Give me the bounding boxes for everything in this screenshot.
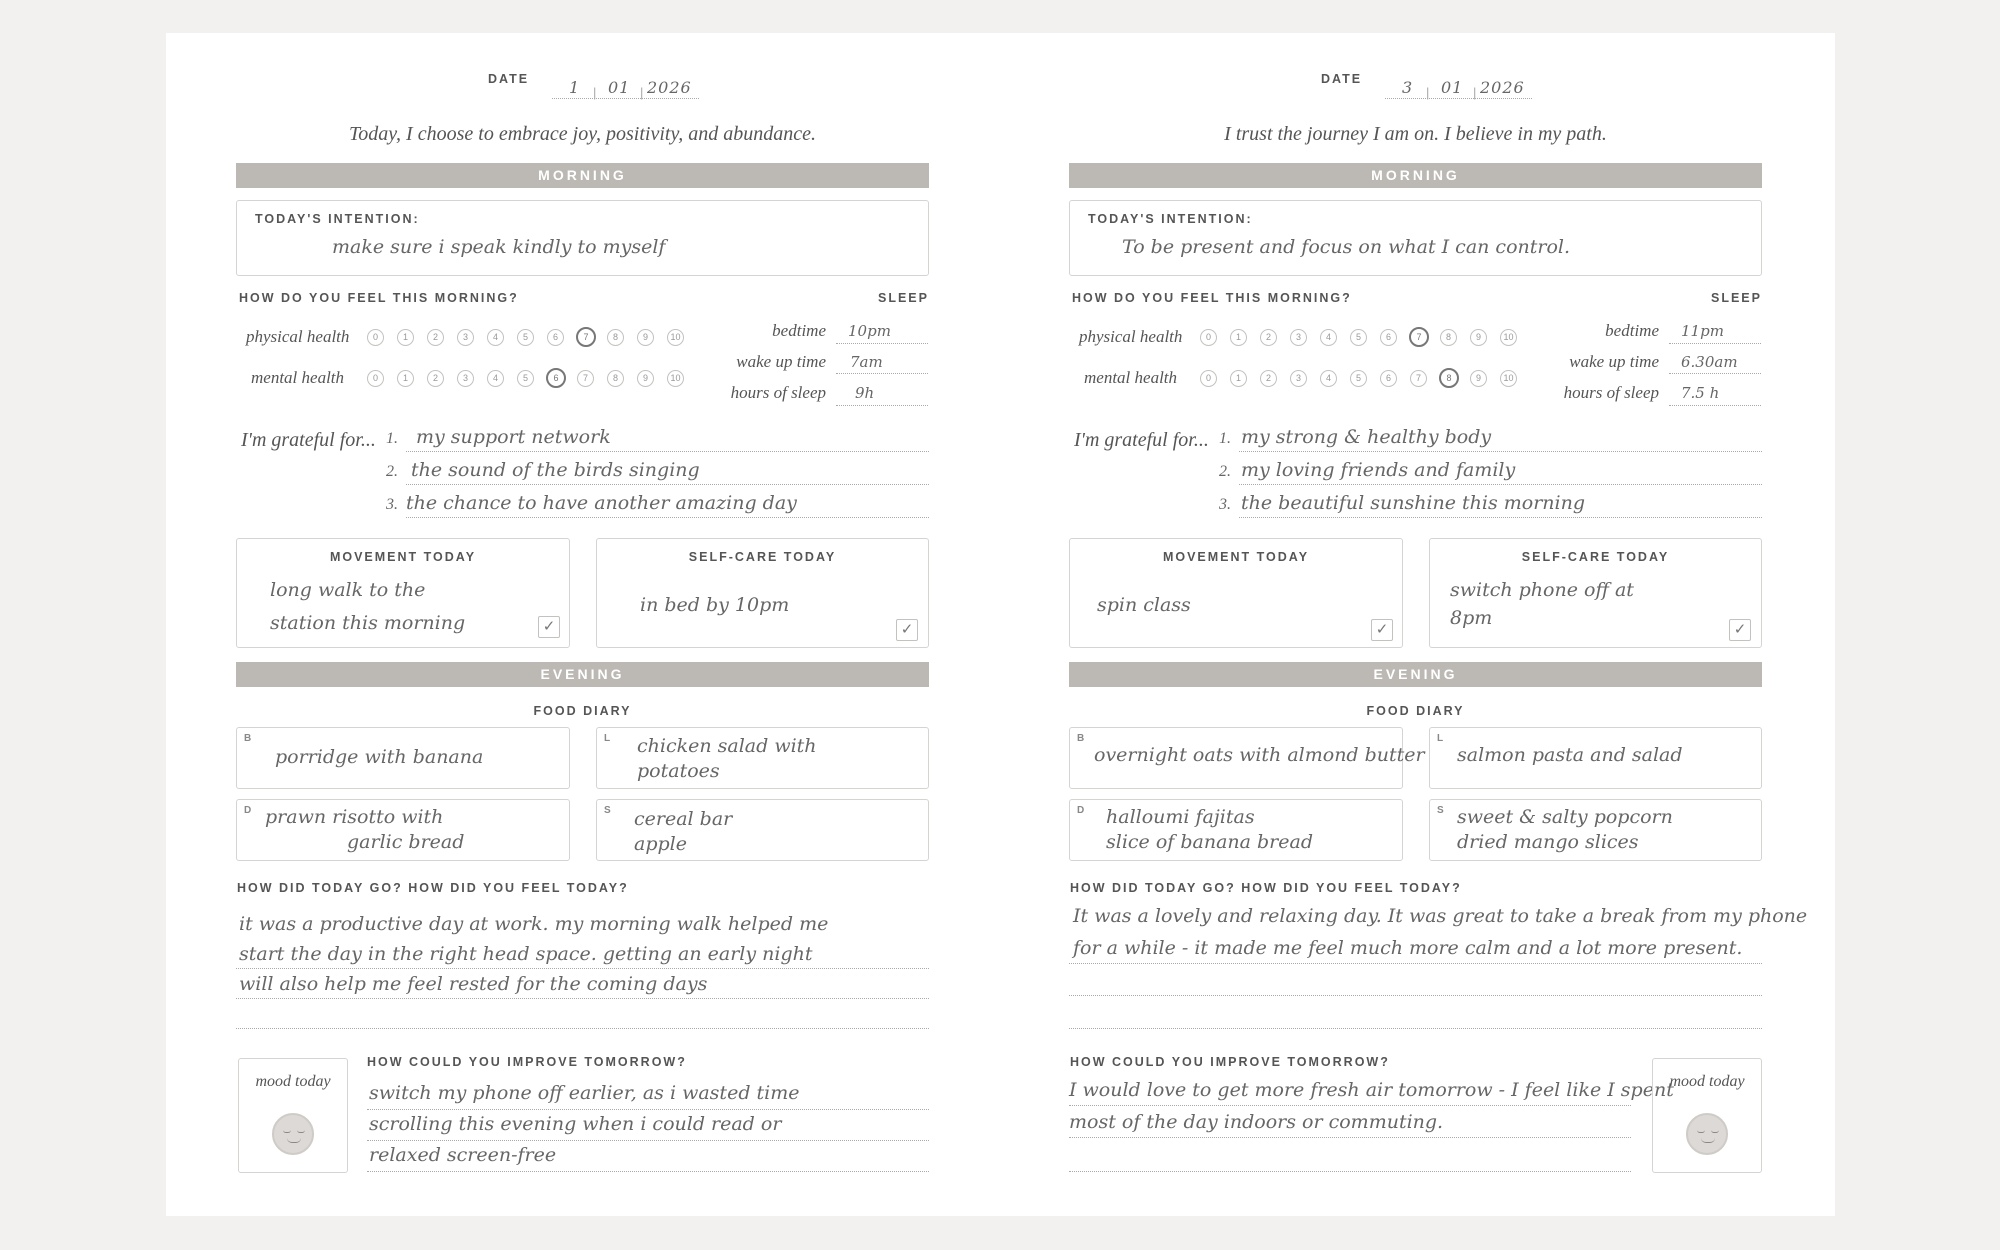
mental-health-label: mental health [251,368,345,387]
selfcare-title: SELF-CARE TODAY [1521,550,1670,564]
food-snacks[interactable] [596,799,929,861]
selfcare-card[interactable] [596,538,929,648]
food-dinner-letter: D [244,805,252,816]
rating-option-3[interactable]: 3 [457,329,474,346]
rating-option-2[interactable]: 2 [1260,370,1277,387]
how-today-line-1[interactable]: it was a productive day at work. my morning walk helped me [239,913,829,935]
date-year[interactable]: 2026 [1480,78,1525,97]
grateful-line-3 [406,517,929,518]
intention-label: TODAY'S INTENTION: [255,212,420,226]
rating-option-9[interactable]: 9 [637,370,654,387]
rating-option-5[interactable]: 5 [1350,370,1367,387]
rating-option-8[interactable]: 8 [1439,368,1459,388]
grateful-line-3 [1239,517,1762,518]
food-breakfast-line1: overnight oats with almond butter [1094,744,1425,766]
selfcare-title: SELF-CARE TODAY [688,550,837,564]
rating-option-0[interactable]: 0 [1200,370,1217,387]
movement-checkbox[interactable]: ✓ [1371,619,1393,641]
how-today-line-2[interactable]: for a while - it made me feel much more calm and a lot more present. [1073,937,1743,959]
rating-option-1[interactable]: 1 [397,370,414,387]
movement-title: MOVEMENT TODAY [1162,550,1310,564]
smiley-face-icon[interactable] [1686,1113,1728,1155]
hours-sleep-label: hours of sleep [730,383,826,402]
movement-card[interactable] [1069,538,1403,648]
how-today-line-3[interactable]: will also help me feel rested for the coming days [239,973,708,995]
grateful-item-2[interactable]: the sound of the birds singing [411,459,700,481]
rating-option-9[interactable]: 9 [1470,370,1487,387]
rating-option-10[interactable]: 10 [1500,370,1517,387]
food-breakfast-letter: B [244,733,252,744]
improve-line-3[interactable]: relaxed screen-free [369,1144,557,1166]
rating-option-10[interactable]: 10 [667,329,684,346]
rating-option-6[interactable]: 6 [547,329,564,346]
rating-option-0[interactable]: 0 [1200,329,1217,346]
intention-label: TODAY'S INTENTION: [1088,212,1253,226]
rating-option-1[interactable]: 1 [397,329,414,346]
movement-checkbox[interactable]: ✓ [538,616,560,638]
rating-option-4[interactable]: 4 [1320,329,1337,346]
rating-option-4[interactable]: 4 [487,329,504,346]
bedtime-label: bedtime [772,321,826,340]
movement-title: MOVEMENT TODAY [329,550,477,564]
rating-option-7[interactable]: 7 [1410,370,1427,387]
intention-value: To be present and focus on what I can control. [1122,236,1571,258]
food-dinner-line1: prawn risotto with [265,806,444,828]
food-lunch-line2: potatoes [637,760,720,782]
evening-header: EVENING [1069,662,1762,687]
rating-option-2[interactable]: 2 [1260,329,1277,346]
rating-option-3[interactable]: 3 [1290,370,1307,387]
rating-option-7[interactable]: 7 [576,327,596,347]
rating-option-4[interactable]: 4 [1320,370,1337,387]
rating-option-4[interactable]: 4 [487,370,504,387]
affirmation: I trust the journey I am on. I believe in my path. [1224,123,1607,145]
hours-sleep-label: hours of sleep [1563,383,1659,402]
selfcare-card[interactable] [1429,538,1762,648]
food-lunch-letter: L [604,733,611,744]
grateful-item-2[interactable]: my loving friends and family [1241,459,1516,481]
rating-option-0[interactable]: 0 [367,370,384,387]
food-breakfast[interactable] [1069,727,1425,789]
selfcare-checkbox[interactable]: ✓ [896,619,918,641]
bedtime-value[interactable]: 11pm [1681,322,1724,340]
rating-option-3[interactable]: 3 [457,370,474,387]
rating-option-0[interactable]: 0 [367,329,384,346]
food-dinner-letter: D [1077,805,1085,816]
food-breakfast-letter: B [1077,733,1085,744]
grateful-line-1 [406,451,929,452]
journal-page-left: DATE 1 | 01 | 2026 Today, I choose to embrace joy, positivity, and abundance. MORNING TODAY'S INTENTION: make sure i speak kindly to myself HOW DO YOU FEEL THIS MORNING? SLEEP physical health 0 1 2 3 4 5 6 7 8 9 10 mental health 0 1 2 3 4 5 6 7 8 9 10 bedtime 10pm wake up time 7am hours of sleep 9h I'm grateful for... 1. my support network 2. the sound of the birds singing 3. the chance to have another amazing day MOVEMENT TODAY long walk to the station this morning ✓ SELF-CARE TODAY in bed by 10pm ✓ EVENING FOOD DIARY B porridge with banana L chicken salad with potatoes D prawn risotto with garlic bread S cereal bar apple HOW DID TODAY GO? HOW DID YOU FEEL TODAY? it was a productive day at work. my morning walk helped me start the day in the right head space. getting an early night will also help me feel rested for the coming days mood today HOW COULD YOU IMPROVE TOMORROW? switch my phone off earlier, as i wasted time scrolling this evening when i could read or relaxed screen-free [236,33,929,1216]
rating-option-1[interactable]: 1 [1230,370,1247,387]
improve-title: HOW COULD YOU IMPROVE TOMORROW? [367,1055,687,1069]
wakeup-line [1669,373,1761,374]
grateful-line-2 [406,484,929,485]
improve-line-2[interactable]: most of the day indoors or commuting. [1069,1111,1444,1133]
bedtime-value[interactable]: 10pm [848,322,891,340]
physical-health-label: physical health [246,327,350,346]
date-underline [1385,98,1532,99]
mood-today-box[interactable] [1652,1058,1762,1173]
date-month[interactable]: 01 [608,78,631,97]
food-lunch-letter: L [1437,733,1444,744]
bedtime-label: bedtime [1605,321,1659,340]
selfcare-value-line1: in bed by 10pm [640,594,790,616]
food-snacks-line1: cereal bar [634,808,733,830]
mood-today-label: mood today [1669,1073,1745,1090]
date-label: DATE [488,72,530,86]
how-today-line-2[interactable]: start the day in the right head space. getting an early night [239,943,813,965]
selfcare-checkbox[interactable]: ✓ [1729,619,1751,641]
wakeup-label: wake up time [1569,352,1659,371]
rating-option-10[interactable]: 10 [1500,329,1517,346]
rating-option-1[interactable]: 1 [1230,329,1247,346]
food-snacks-letter: S [604,805,611,816]
improve-line-2[interactable]: scrolling this evening when i could read or [369,1113,782,1135]
mental-health-label: mental health [1084,368,1178,387]
grateful-item-1[interactable]: my support network [416,426,611,448]
intention-box[interactable] [1069,200,1762,276]
grateful-label: I'm grateful for... [1074,429,1209,451]
date-label: DATE [1321,72,1363,86]
how-today-title: HOW DID TODAY GO? HOW DID YOU FEEL TODAY? [237,881,629,895]
morning-header: MORNING [236,163,929,188]
rating-option-8[interactable]: 8 [607,370,624,387]
journal-page-right: DATE 3 | 01 | 2026 I trust the journey I am on. I believe in my path. MORNING TODAY'S INTENTION: To be present and focus on what I can control. HOW DO YOU FEEL THIS MORNING? SLEEP physical health 0 1 2 3 4 5 6 7 8 9 10 mental health 0 1 2 3 4 5 6 7 8 9 10 bedtime 11pm wake up time 6.30am hours of sleep 7.5 h I'm grateful for... 1. my strong & healthy body 2. my loving friends and family 3. the beautiful sunshine this morning MOVEMENT TODAY spin class ✓ SELF-CARE TODAY switch phone off at 8pm ✓ EVENING FOOD DIARY B overnight oats with almond butter L salmon pasta and salad D halloumi fajitas slice of banana bread S sweet & salty popcorn dried mango slices HOW DID TODAY GO? HOW DID YOU FEEL TODAY? It was a lovely and relaxing day. It was great to take a break from my phone for a while - it made me feel much more calm and a lot more present. HOW COULD YOU IMPROVE TOMORROW? I would love to get more fresh air tomorrow - I feel like I spent most of the day indoors or commuting. mood today [1069,33,1762,1216]
rating-option-9[interactable]: 9 [1470,329,1487,346]
hours-sleep-line [1669,405,1761,406]
rating-option-3[interactable]: 3 [1290,329,1307,346]
rating-option-5[interactable]: 5 [517,370,534,387]
grateful-line-1 [1239,451,1762,452]
food-snacks-line2: apple [634,833,687,855]
food-snacks-line1: sweet & salty popcorn [1457,806,1673,828]
wakeup-value[interactable]: 6.30am [1681,353,1738,371]
hours-sleep-value[interactable]: 9h [855,384,875,402]
intention-box[interactable] [236,200,929,276]
improve-line-1[interactable]: switch my phone off earlier, as i wasted time [369,1082,800,1104]
movement-value-line2: station this morning [270,612,466,634]
rating-option-6[interactable]: 6 [1380,370,1397,387]
rating-option-5[interactable]: 5 [1350,329,1367,346]
date-year[interactable]: 2026 [647,78,692,97]
bedtime-line [1669,343,1761,344]
improve-title: HOW COULD YOU IMPROVE TOMORROW? [1070,1055,1390,1069]
mood-today-box[interactable] [238,1058,348,1173]
food-diary-title: FOOD DIARY [533,704,632,718]
sleep-title: SLEEP [878,291,929,305]
wakeup-value[interactable]: 7am [850,353,883,371]
food-lunch[interactable] [596,727,929,789]
grateful-item-3[interactable]: the chance to have another amazing day [406,492,797,514]
journal-spread [166,33,1835,1216]
movement-value-line1: spin class [1097,594,1191,616]
food-dinner-line2: slice of banana bread [1106,831,1313,853]
food-dinner[interactable] [1069,799,1403,861]
rating-option-5[interactable]: 5 [517,329,534,346]
rating-option-6[interactable]: 6 [546,368,566,388]
mood-today-label: mood today [255,1073,331,1090]
evening-header: EVENING [236,662,929,687]
grateful-item-1[interactable]: my strong & healthy body [1241,426,1492,448]
rating-option-2[interactable]: 2 [427,370,444,387]
date-day[interactable]: 1 [569,78,581,97]
improve-line-1[interactable]: I would love to get more fresh air tomorrow - I feel like I spent [1069,1079,1674,1101]
date-day[interactable]: 3 [1402,78,1414,97]
food-lunch-line1: chicken salad with [637,735,817,757]
grateful-item-3[interactable]: the beautiful sunshine this morning [1241,492,1586,514]
grateful-label: I'm grateful for... [241,429,376,451]
food-lunch[interactable] [1429,727,1762,789]
rating-option-8[interactable]: 8 [1440,329,1457,346]
affirmation: Today, I choose to embrace joy, positivity, and abundance. [349,123,816,145]
food-snacks-letter: S [1437,805,1444,816]
hours-sleep-line [836,405,928,406]
food-diary-title: FOOD DIARY [1366,704,1465,718]
rating-option-6[interactable]: 6 [1380,329,1397,346]
food-snacks-line2: dried mango slices [1457,831,1639,853]
intention-value: make sure i speak kindly to myself [332,236,666,258]
food-snacks[interactable] [1429,799,1762,861]
food-lunch-line1: salmon pasta and salad [1457,744,1683,766]
wakeup-line [836,373,928,374]
date-month[interactable]: 01 [1441,78,1464,97]
rating-option-10[interactable]: 10 [667,370,684,387]
rating-option-7[interactable]: 7 [1409,327,1429,347]
physical-health-label: physical health [1079,327,1183,346]
morning-header: MORNING [1069,163,1762,188]
food-dinner-line1: halloumi fajitas [1106,806,1255,828]
smiley-face-icon[interactable] [272,1113,314,1155]
bedtime-line [836,343,928,344]
food-breakfast[interactable] [236,727,570,789]
date-underline [552,98,699,99]
rating-option-9[interactable]: 9 [637,329,654,346]
rating-option-8[interactable]: 8 [607,329,624,346]
sleep-title: SLEEP [1711,291,1762,305]
food-dinner-line2: garlic bread [347,831,465,853]
wakeup-label: wake up time [736,352,826,371]
how-today-title: HOW DID TODAY GO? HOW DID YOU FEEL TODAY? [1070,881,1462,895]
feel-title: HOW DO YOU FEEL THIS MORNING? [1072,291,1352,305]
hours-sleep-value[interactable]: 7.5 h [1681,384,1720,402]
rating-option-7[interactable]: 7 [577,370,594,387]
selfcare-value-line1: switch phone off at [1450,579,1634,601]
selfcare-value-line2: 8pm [1450,607,1493,629]
movement-value-line1: long walk to the [270,579,426,601]
rating-option-2[interactable]: 2 [427,329,444,346]
how-today-line-1[interactable]: It was a lovely and relaxing day. It was great to take a break from my phone [1073,905,1808,927]
grateful-line-2 [1239,484,1762,485]
feel-title: HOW DO YOU FEEL THIS MORNING? [239,291,519,305]
movement-card[interactable] [236,538,570,648]
food-breakfast-line1: porridge with banana [275,746,484,768]
food-dinner[interactable] [236,799,570,861]
